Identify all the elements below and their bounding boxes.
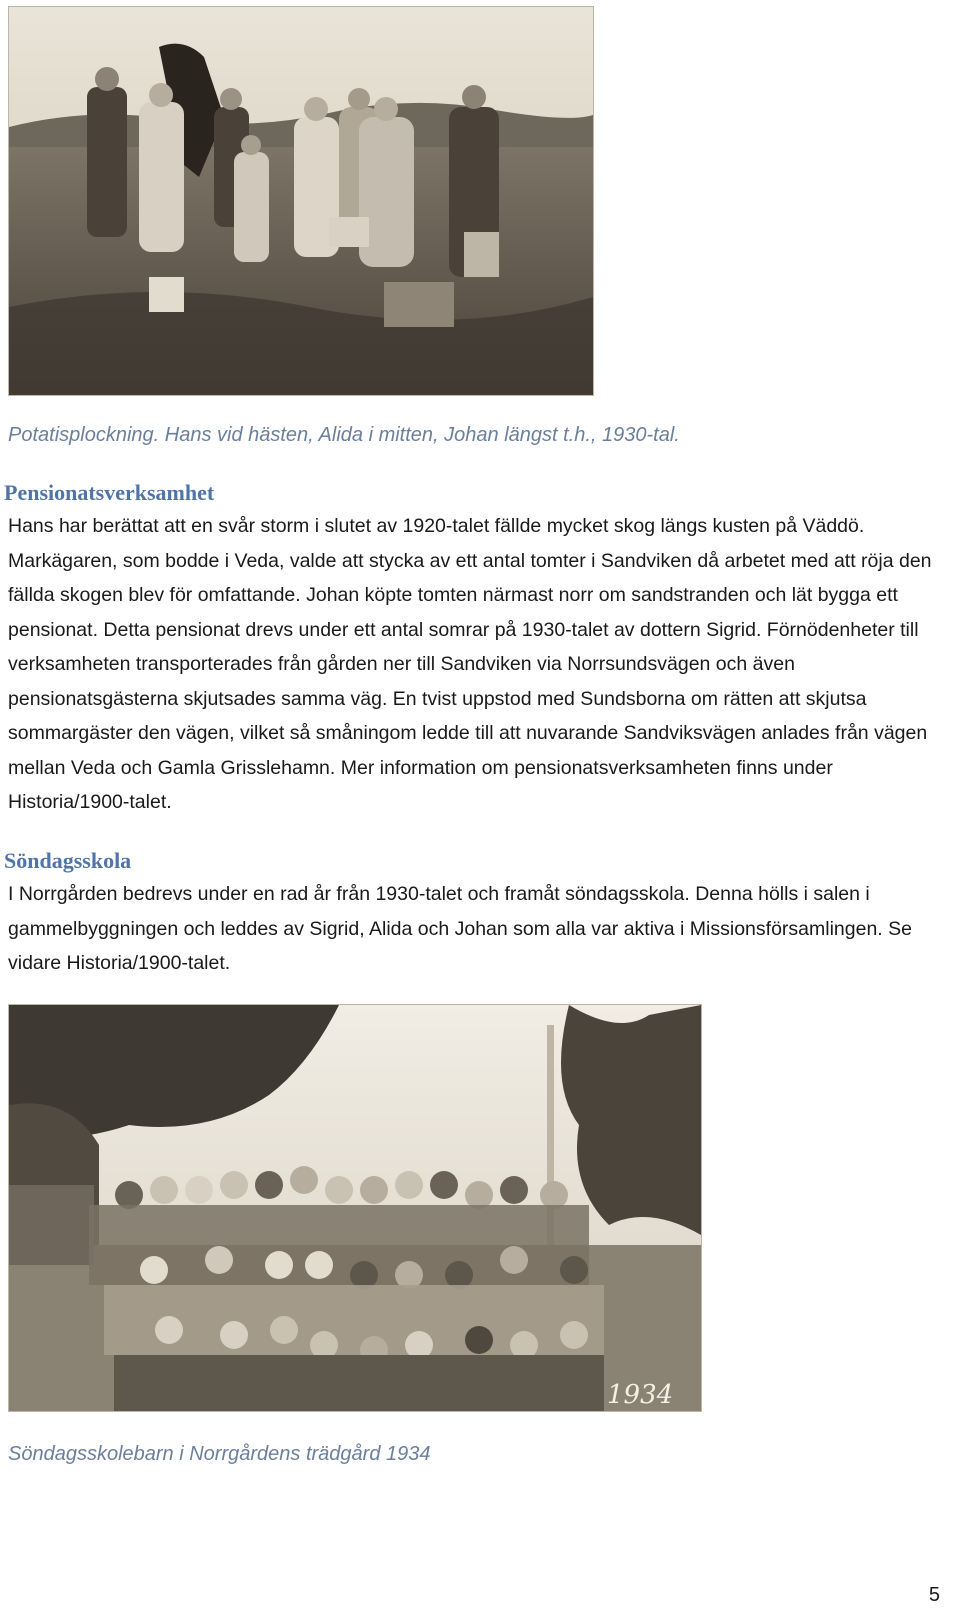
- photo-caption: Potatisplockning. Hans vid hästen, Alida i mitten, Johan längst t.h., 1930-tal.: [8, 424, 680, 446]
- sunday-school-illustration: [9, 1005, 701, 1411]
- photo-caption: Söndagsskolebarn i Norrgårdens trädgård 1934: [8, 1443, 431, 1465]
- section-heading: Söndagsskola: [4, 848, 132, 873]
- section-paragraph: I Norrgården bedrevs under en rad år från 1930-talet och framåt söndagsskola. Denna hölls i salen i gammelbyggningen och leddes av Sigrid, Alida och Johan som alla var aktiva i Missionsförsamlingen. Se vidare Historia/1900-talet.: [8, 883, 912, 974]
- potato-harvest-illustration: [9, 7, 593, 395]
- sunday-school-photo: [8, 1004, 702, 1412]
- photo-date-inscription: 1934: [607, 1380, 674, 1410]
- potato-harvest-photo: [8, 6, 594, 396]
- section-paragraph: Hans har berättat att en svår storm i slutet av 1920-talet fällde mycket skog längs kusten på Väddö. Markägaren, som bodde i Veda, valde att stycka av ett antal tomter i Sandviken då arbetet med att röja den fällda skogen blev för omfattande. Johan köpte tomten närmast norr om sandstranden och lät bygga ett pensionat. Detta pensionat drevs under ett antal somrar på 1930-talet av dottern Sigrid. Förnödenheter till verksamheten transporterades från gården ner till Sandviken via Norrsundsvägen och även pensionatsgästerna skjutsades samma väg. En tvist uppstod med Sundsborna om rätten att skjutsa sommargäster den vägen, vilket så småningom ledde till att nuvarande Sandviksvägen anlades från vägen mellan Veda och Gamla Grisslehamn. Mer information om pensionatsverksamheten finns under Historia/1900-talet.: [8, 515, 932, 813]
- section-heading: Pensionatsverksamhet: [4, 480, 215, 505]
- page-number: 5: [928, 1584, 940, 1606]
